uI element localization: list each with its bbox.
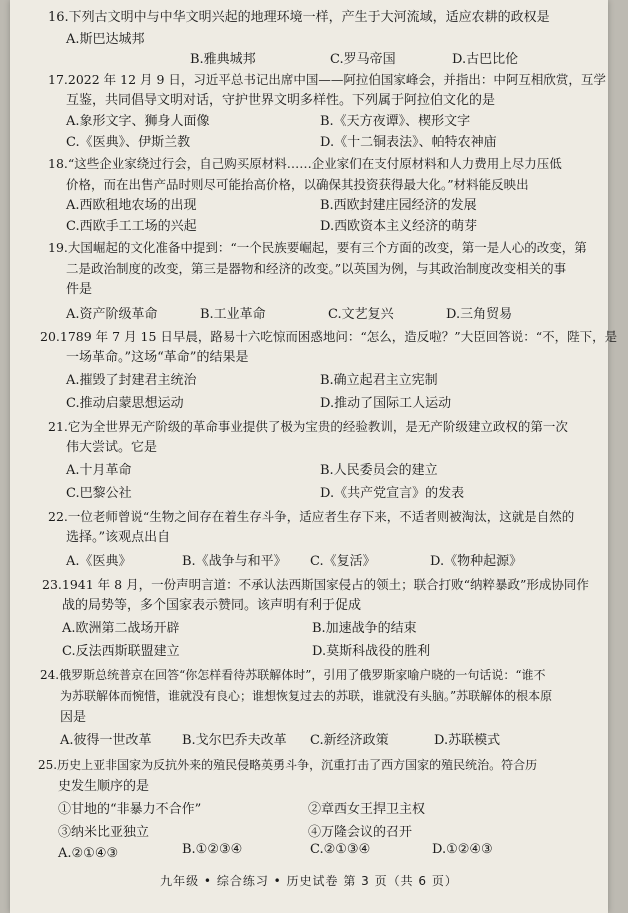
page-footer: 九年级 • 综合练习 • 历史试卷 第 3 页（共 6 页） [160,874,458,888]
question-25-stem-1: 25.历史上亚非国家为反抗外来的殖民侵略英勇斗争，沉重打击了西方国家的殖民统治。符合历 [38,758,538,772]
question-17-option-b: B.《天方夜谭》、楔形文字 [320,114,471,129]
question-18-stem-2: 价格，而在出售产品时则尽可能抬高价格，以确保其投资获得最大化。”材料能反映出 [66,177,529,192]
question-22-option-c: C.《复活》 [310,554,376,569]
question-24-stem-1: 24.俄罗斯总统普京在回答“你怎样看待苏联解体时”，引用了俄罗斯家喻户晓的一句话说：“谁不 [40,668,546,682]
question-25-event-2: ②章西女王捍卫主权 [308,802,426,817]
question-18-option-a: A.西欧租地农场的出现 [66,198,197,213]
question-23-stem-1: 23.1941 年 8 月，一份声明言道：不承认法西斯国家侵占的领土；联合打败“纳粹暴政”形成协同作 [42,577,589,592]
question-25-stem-2: 史发生顺序的是 [58,779,150,794]
question-20-stem-1: 20.1789 年 7 月 15 日早晨，路易十六吃惊而困惑地问：“怎么，造反啦？”大臣回答说：“不，陛下，是 [40,329,618,344]
question-24-option-a: A.彼得一世改革 [60,733,152,748]
question-25-option-d: D.①②④③ [432,842,493,857]
question-19-stem-3: 件是 [66,282,93,297]
question-25-event-4: ④万隆会议的召开 [308,825,413,840]
question-16-option-c: C.罗马帝国 [330,52,396,67]
question-18-option-c: C.西欧手工工场的兴起 [66,219,197,234]
question-24-option-b: B.戈尔巴乔夫改革 [182,733,287,748]
question-19-option-b: B.工业革命 [200,307,266,322]
question-24-option-c: C.新经济政策 [310,733,389,748]
question-21-stem-1: 21.它为全世界无产阶级的革命事业提供了极为宝贵的经验教训，是无产阶级建立政权的第一次 [48,419,568,434]
question-25-event-3: ③纳米比亚独立 [58,825,150,840]
question-20-option-d: D.推动了国际工人运动 [320,396,452,411]
question-17-option-a: A.象形文字、狮身人面像 [66,114,210,129]
question-21-option-b: B.人民委员会的建立 [320,463,438,478]
question-17-stem-1: 17.2022 年 12 月 9 日，习近平总书记出席中国——阿拉伯国家峰会，并指出：中阿互相欣赏，互学 [48,72,606,87]
question-17-stem-2: 互鉴，共同倡导文明对话，守护世界文明多样性。下列属于阿拉伯文化的是 [66,93,496,108]
question-21-option-d: D.《共产党宣言》的发表 [320,486,465,501]
question-20-option-a: A.摧毁了封建君主统治 [66,373,197,388]
question-18-option-d: D.西欧资本主义经济的萌芽 [320,219,478,234]
question-16-option-d: D.古巴比伦 [452,52,519,67]
question-25-option-c: C.②①③④ [310,842,371,857]
question-20-option-b: B.确立起君主立宪制 [320,373,438,388]
question-19-option-c: C.文艺复兴 [328,307,394,322]
question-21-option-a: A.十月革命 [66,463,132,478]
question-25-option-a: A.②①④③ [58,846,119,861]
question-16-stem: 16.下列古文明中与中华文明兴起的地理环境一样，产生于大河流域，适应农耕的政权是 [48,10,550,25]
question-20-option-c: C.推动启蒙思想运动 [66,396,184,411]
question-17-option-d: D.《十二铜表法》、帕特农神庙 [320,135,497,150]
question-23-option-a: A.欧洲第二战场开辟 [62,621,180,636]
question-22-option-d: D.《物种起源》 [430,554,523,569]
question-23-stem-2: 战的局势等，多个国家表示赞同。该声明有利于促成 [62,598,362,613]
question-22-stem-2: 选择。”该观点出自 [66,530,171,545]
question-21-stem-2: 伟大尝试。它是 [66,440,158,455]
question-19-option-a: A.资产阶级革命 [66,307,158,322]
question-19-stem-1: 19.大国崛起的文化准备中提到：“一个民族要崛起，要有三个方面的改变，第一是人心的改变，第 [48,240,587,255]
question-18-stem-1: 18.“这些企业家绕过行会，自己购买原材料……企业家们在支付原材料和人力费用上尽力压低 [48,156,562,171]
question-25-event-1: ①甘地的“非暴力不合作” [58,802,202,817]
question-24-stem-2: 为苏联解体而惋惜，谁就没有良心；谁想恢复过去的苏联，谁就没有头脑。”苏联解体的根本原 [60,689,553,703]
question-22-option-a: A.《医典》 [66,554,132,569]
question-16-option-a: A.斯巴达城邦 [66,32,145,47]
question-23-option-d: D.莫斯科战役的胜利 [312,644,431,659]
question-21-option-c: C.巴黎公社 [66,486,132,501]
question-17-option-c: C.《医典》、伊斯兰教 [66,135,191,150]
question-20-stem-2: 一场革命。”这场“革命”的结果是 [66,350,249,365]
question-16-option-b: B.雅典城邦 [190,52,256,67]
question-19-option-d: D.三角贸易 [446,307,513,322]
question-25-option-b: B.①②③④ [182,842,243,857]
question-19-stem-2: 二是政治制度的改变，第三是器物和经济的改变。”以英国为例，与其政治制度改变相关的事 [66,261,567,276]
question-23-option-c: C.反法西斯联盟建立 [62,644,180,659]
question-18-option-b: B.西欧封建庄园经济的发展 [320,198,477,213]
question-22-stem-1: 22.一位老师曾说“生物之间存在着生存斗争，适应者生存下来，不适者则被淘汰，这就是自然的 [48,509,575,524]
question-23-option-b: B.加速战争的结束 [312,621,417,636]
exam-page [10,0,618,913]
question-24-option-d: D.苏联模式 [434,733,501,748]
question-24-stem-3: 因是 [60,710,87,725]
question-22-option-b: B.《战争与和平》 [182,554,287,569]
